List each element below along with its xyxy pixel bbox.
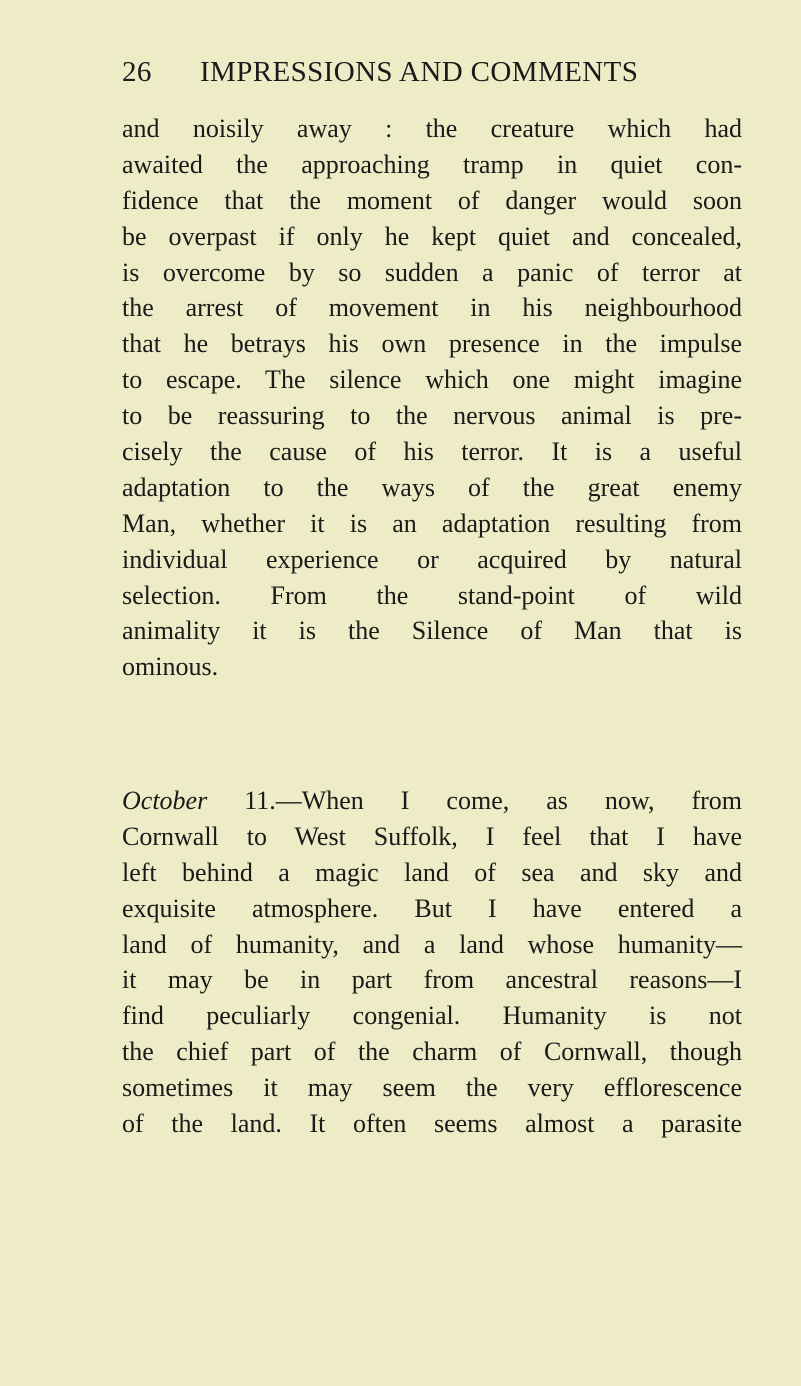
text-line: left behind a magic land of sea and sky and bbox=[122, 857, 742, 887]
text-line: adaptation to the ways of the great enemy bbox=[122, 472, 742, 502]
text-line: to escape. The silence which one might imagine bbox=[122, 365, 742, 395]
text-line bbox=[122, 783, 742, 819]
text-line: that he betrays his own presence in the impulse bbox=[122, 329, 742, 359]
text-line: is overcome by so sudden a panic of terror at bbox=[122, 257, 742, 287]
text-line: individual experience or acquired by natural bbox=[122, 544, 742, 574]
text-line: to be reassuring to the nervous animal is pre- bbox=[122, 401, 742, 431]
text-line: land of humanity, and a land whose humanity— bbox=[122, 929, 742, 959]
text-line: animality it is the Silence of Man that is bbox=[122, 616, 742, 646]
text-line: selection. From the stand-point of wild bbox=[122, 580, 742, 610]
text-line: the chief part of the charm of Cornwall, though bbox=[122, 1037, 742, 1067]
paragraph-1 bbox=[122, 111, 742, 685]
entry-date: October bbox=[122, 786, 208, 815]
text-line: ominous. bbox=[122, 652, 219, 682]
first-line-text: 11.—When I come, as now, from bbox=[207, 786, 742, 815]
running-title: IMPRESSIONS AND COMMENTS bbox=[200, 56, 639, 88]
text-line: awaited the approaching tramp in quiet con- bbox=[122, 149, 742, 179]
paragraph-2 bbox=[122, 783, 742, 1142]
text-line: and noisily away : the creature which had bbox=[122, 114, 742, 143]
text-line: of the land. It often seems almost a parasite bbox=[122, 1109, 742, 1139]
text-line: fidence that the moment of danger would soon bbox=[122, 185, 742, 215]
running-head bbox=[122, 56, 688, 100]
text-line: sometimes it may seem the very efflorescence bbox=[122, 1073, 742, 1103]
text-line: Man, whether it is an adaptation resulting from bbox=[122, 508, 742, 538]
text-line: exquisite atmosphere. But I have entered a bbox=[122, 893, 742, 923]
text-line: find peculiarly congenial. Humanity is not bbox=[122, 1001, 742, 1031]
text-line: it may be in part from ancestral reasons—I bbox=[122, 965, 742, 995]
text-line: be overpast if only he kept quiet and concealed, bbox=[122, 221, 742, 251]
text-line: Cornwall to West Suffolk, I feel that I have bbox=[122, 821, 742, 851]
text-line: the arrest of movement in his neighbourhood bbox=[122, 293, 742, 323]
page-number: 26 bbox=[122, 56, 152, 88]
text-line: cisely the cause of his terror. It is a useful bbox=[122, 437, 742, 467]
